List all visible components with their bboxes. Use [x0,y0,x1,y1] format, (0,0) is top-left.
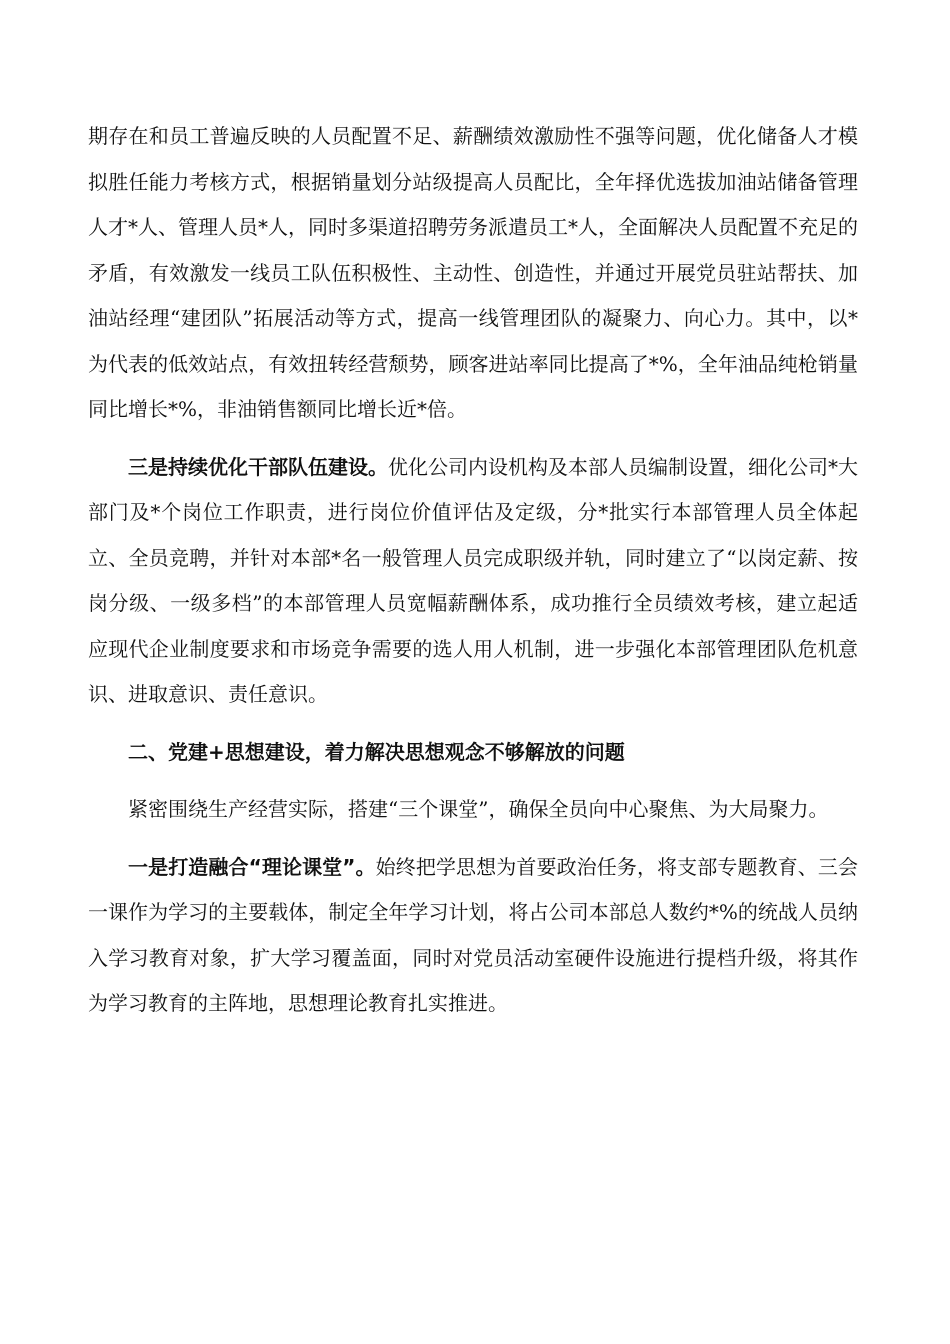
paragraph-text: 优化公司内设机构及本部人员编制设置，细化公司*大部门及*个岗位工作职责，进行岗位价值评估及定级，分*批实行本部管理人员全体起立、全员竞聘，并针对本部*名一般管理人员完成职级并轨，同时建立了“以岗定薪、按岗分级、一级多档”的本部管理人员宽幅薪酬体系，成功推行全员绩效考核，建立起适应现代企业制度要求和市场竞争需要的选人用人机制，进一步强化本部管理团队危机意识、进取意识、责任意识。 [88,454,858,706]
paragraph-continuation [88,114,858,433]
paragraph-text: 期存在和员工普遍反映的人员配置不足、薪酬绩效激励性不强等问题，优化储备人才模拟胜任能力考核方式，根据销量划分站级提高人员配比，全年择优选拔加油站储备管理人才*人、管理人员*人，同时多渠道招聘劳务派遣员工*人，全面解决人员配置不充足的矛盾，有效激发一线员工队伍积极性、主动性、创造性，并通过开展党员驻站帮扶、加油站经理“建团队”拓展活动等方式，提高一线管理团队的凝聚力、向心力。其中，以*为代表的低效站点，有效扭转经营颓势，顾客进站率同比提高了*%，全年油品纯枪销量同比增长*%，非油销售额同比增长近*倍。 [88,124,858,421]
section-heading: 二、党建+思想建设，着力解决思想观念不够解放的问题 [128,739,625,764]
paragraph-lead: 一是打造融合“理论课堂”。 [128,854,376,879]
paragraph-text: 紧密围绕生产经营实际，搭建“三个课堂”，确保全员向中心聚焦、为大局聚力。 [128,797,829,821]
paragraph-cadre-team [88,445,858,718]
paragraph-text: 始终把学思想为首要政治任务，将支部专题教育、三会一课作为学习的主要载体，制定全年学习计划，将占公司本部总人数约*%的统战人员纳入学习教育对象，扩大学习覆盖面，同时对党员活动室硬件设施进行提档升级，将其作为学习教育的主阵地，思想理论教育扎实推进。 [88,854,859,1015]
paragraph-intro [88,787,858,833]
document-body [88,114,858,1027]
paragraph-theory-classroom [88,845,858,1027]
paragraph-lead: 三是持续优化干部队伍建设。 [128,454,388,479]
